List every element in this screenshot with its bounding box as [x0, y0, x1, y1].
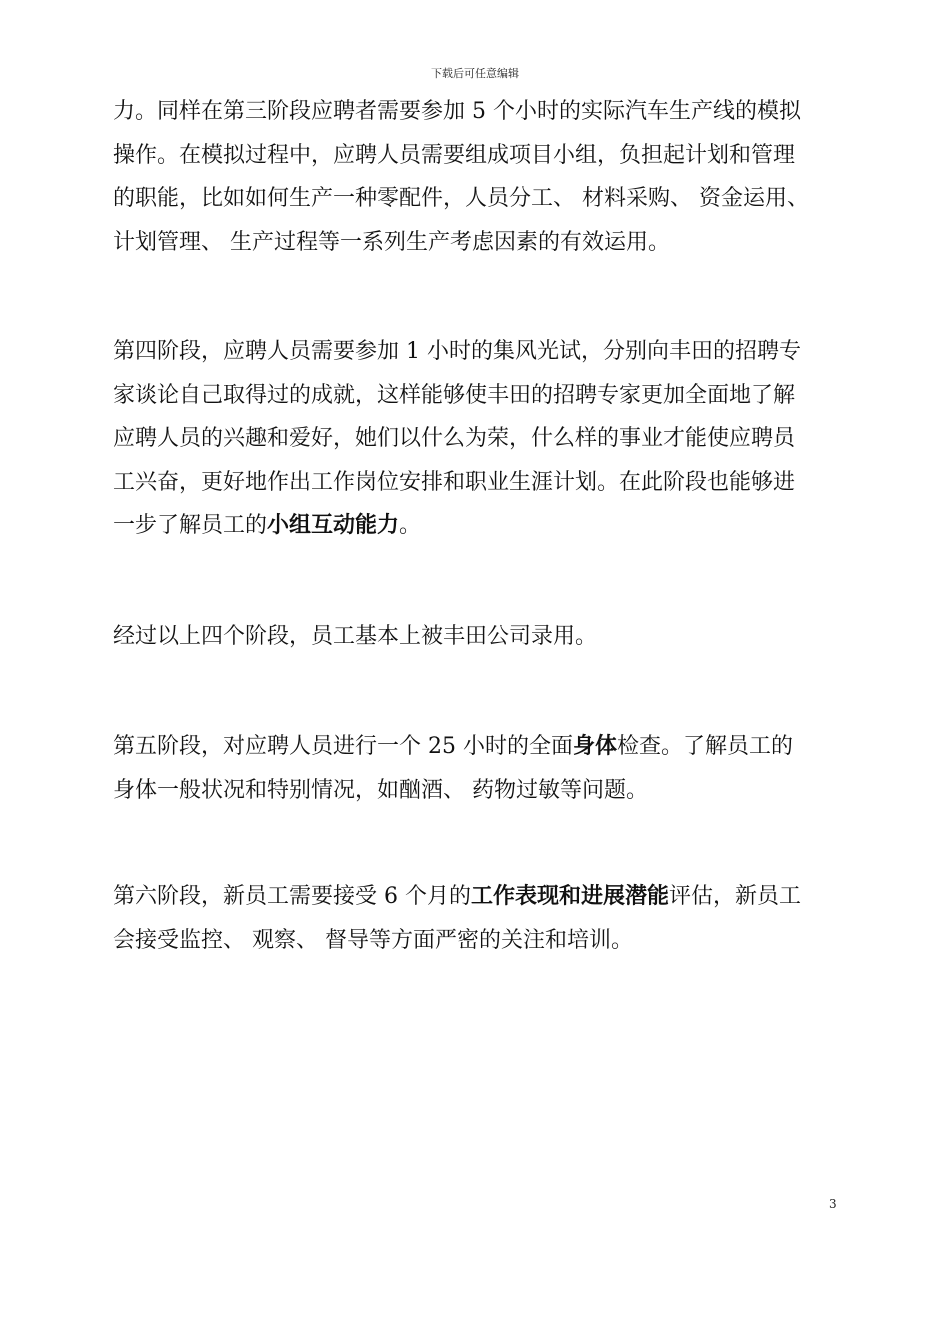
text-line	[113, 615, 597, 659]
number-text: 5	[472, 99, 486, 124]
text-run: 检查。了解员工的	[617, 734, 794, 759]
text-run: 力。同样在第三阶段应聘者需要参加	[113, 99, 472, 124]
text-line	[113, 504, 801, 548]
number-text: 25	[428, 734, 456, 759]
bold-text: 身体	[573, 734, 618, 759]
number-text: 1	[406, 339, 420, 364]
text-run: 个月的	[398, 884, 471, 909]
text-run: 第五阶段，对应聘人员进行一个	[113, 734, 428, 759]
text-run: 评估，新员工	[669, 884, 802, 909]
text-run: 应聘人员的兴趣和爱好，她们以什么为荣，什么样的事业才能使应聘员	[113, 426, 796, 451]
text-run: 的职能，比如如何生产一种零配件，人员分工、 材料采购、 资金运用、	[113, 186, 809, 211]
text-line	[113, 417, 801, 461]
text-run: 会接受监控、 观察、 督导等方面严密的关注和培训。	[113, 927, 633, 953]
text-run: 第六阶段，新员工需要接受	[113, 884, 384, 909]
text-run: 。	[399, 513, 422, 538]
text-run: 个小时的实际汽车生产线的模拟	[486, 99, 801, 124]
page-header: 下载后可任意编辑	[431, 67, 519, 80]
number-text: 6	[384, 884, 398, 909]
text-line	[113, 177, 809, 221]
text-line	[113, 875, 801, 919]
text-line	[113, 134, 809, 178]
text-run: 操作。在模拟过程中，应聘人员需要组成项目小组，负担起计划和管理	[113, 142, 796, 168]
paragraph-stage-five	[113, 725, 793, 812]
paragraph-summary	[113, 615, 597, 659]
text-run: 工兴奋，更好地作出工作岗位安排和职业生涯计划。在此阶段也能够进	[113, 469, 796, 495]
bold-text: 工作表现和进展潜能	[471, 884, 670, 909]
text-line	[113, 330, 801, 374]
text-line	[113, 725, 793, 769]
text-line	[113, 374, 801, 418]
text-line	[113, 919, 801, 963]
paragraph-stage-four	[113, 330, 801, 548]
text-line	[113, 461, 801, 505]
bold-text: 小组互动能力	[267, 513, 400, 538]
text-run: 身体一般状况和特别情况，如酗酒、 药物过敏等问题。	[113, 777, 648, 803]
paragraph-stage-six	[113, 875, 801, 962]
text-line	[113, 769, 793, 813]
text-run: 一步了解员工的	[113, 513, 268, 538]
text-run: 经过以上四个阶段，员工基本上被丰田公司录用。	[113, 624, 598, 649]
text-run: 家谈论自己取得过的成就，这样能够使丰田的招聘专家更加全面地了解	[113, 382, 796, 408]
text-run: 计划管理、 生产过程等一系列生产考虑因素的有效运用。	[113, 229, 670, 255]
text-run: 小时的全面	[456, 734, 573, 759]
text-line	[113, 90, 809, 134]
paragraph-stage-three	[113, 90, 809, 264]
page-number: 3	[829, 1197, 837, 1211]
text-run: 第四阶段，应聘人员需要参加	[113, 339, 406, 364]
text-run: 小时的集风光试，分别向丰田的招聘专	[420, 339, 801, 364]
text-line	[113, 221, 809, 265]
